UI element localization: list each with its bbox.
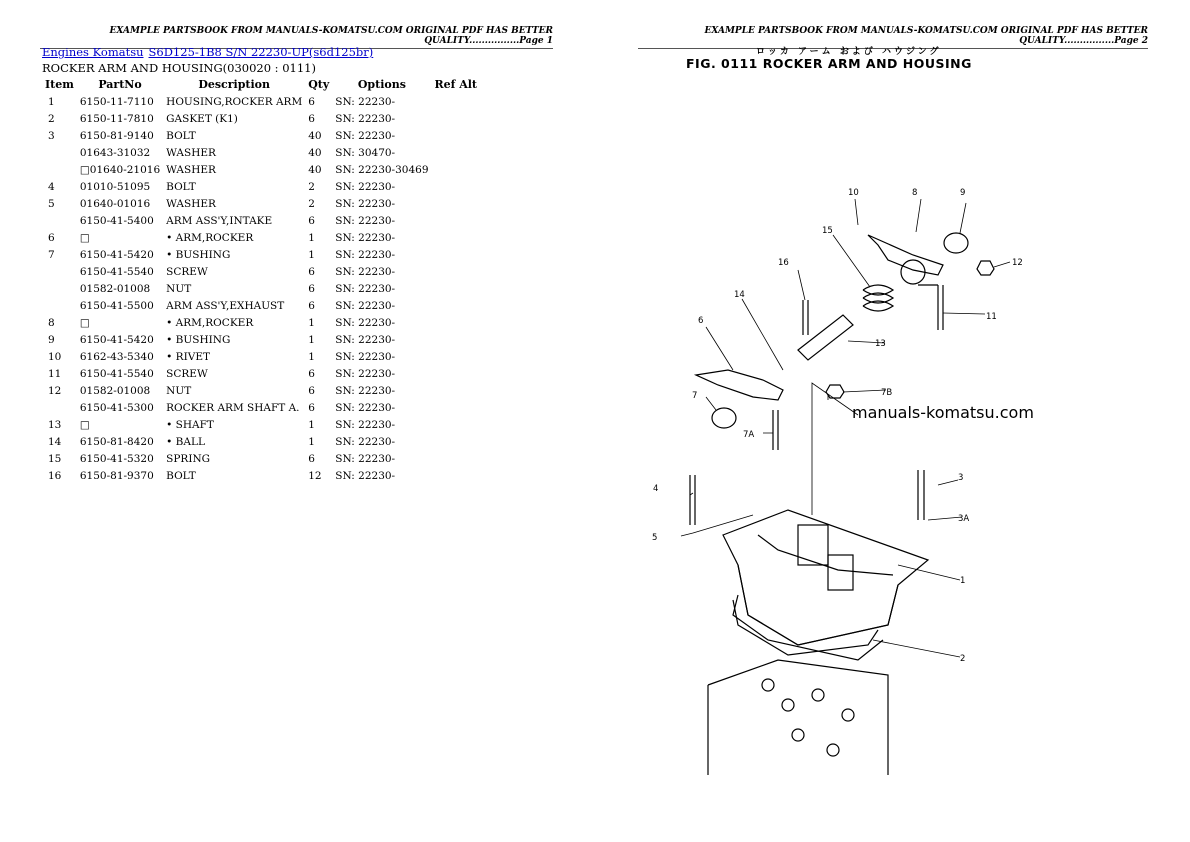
cell-qty: 6	[308, 367, 315, 380]
cell-qty: 6	[308, 112, 315, 125]
table-row	[42, 450, 480, 467]
callout-2: 2	[960, 654, 966, 664]
cell-qty: 1	[308, 418, 315, 431]
column-header-item: Item	[45, 78, 74, 91]
cell-ref-alt	[432, 280, 481, 297]
table-row	[42, 433, 480, 450]
table-row	[42, 212, 480, 229]
cell-description: ARM ASS'Y,INTAKE	[166, 214, 273, 227]
cell-qty: 12	[308, 469, 322, 482]
cell-options: SN: 30470-	[335, 146, 396, 159]
cell-partno: 6150-41-5420	[79, 333, 154, 346]
cell-options: SN: 22230-	[335, 350, 396, 363]
cell-options: SN: 22230-	[335, 112, 396, 125]
cell-item	[42, 280, 77, 297]
page1-header: EXAMPLE PARTSBOOK FROM MANUALS-KOMATSU.COM ORIGINAL PDF HAS BETTER QUALITY................Page 1	[40, 26, 553, 49]
exploded-parts-diagram	[638, 175, 1058, 775]
cell-ref-alt	[432, 433, 481, 450]
table-row	[42, 144, 480, 161]
column-header-qty: Qty	[308, 78, 330, 91]
cell-options: SN: 22230-	[335, 282, 396, 295]
callout-7b: 7B	[881, 388, 893, 398]
breadcrumb-link-engines[interactable]: Engines Komatsu	[42, 45, 144, 59]
cell-partno: 6150-41-5300	[79, 401, 154, 414]
cell-ref-alt	[432, 229, 481, 246]
table-row	[42, 331, 480, 348]
cell-options: SN: 22230-	[335, 452, 396, 465]
cell-partno: 6150-41-5400	[79, 214, 154, 227]
column-header-ref-alt: Ref Alt	[434, 78, 477, 91]
cell-options: SN: 22230-	[335, 435, 396, 448]
cell-item: 15	[48, 452, 62, 465]
cell-options: SN: 22230-30469	[335, 163, 429, 176]
cell-ref-alt	[432, 331, 481, 348]
cell-qty: 6	[308, 452, 315, 465]
cell-ref-alt	[432, 246, 481, 263]
cell-qty: 1	[308, 231, 315, 244]
cell-description: SCREW	[166, 265, 208, 278]
cell-qty: 2	[308, 197, 315, 210]
callout-14: 14	[734, 290, 745, 300]
cell-partno: 01582-01008	[79, 282, 151, 295]
callout-8: 8	[912, 188, 918, 198]
callout-10: 10	[848, 188, 859, 198]
cell-qty: 1	[308, 350, 315, 363]
cell-options: SN: 22230-	[335, 95, 396, 108]
cell-ref-alt	[432, 348, 481, 365]
cell-description: • ARM,ROCKER	[166, 231, 254, 244]
cell-item: 16	[48, 469, 62, 482]
cell-qty: 6	[308, 384, 315, 397]
cell-partno: 6150-81-8420	[79, 435, 154, 448]
cell-item: 14	[48, 435, 62, 448]
cell-options: SN: 22230-	[335, 333, 396, 346]
cell-description: • BUSHING	[166, 248, 231, 261]
cell-item: 11	[48, 367, 62, 380]
cell-partno: 01643-31032	[79, 146, 151, 159]
callout-labels	[652, 188, 1023, 664]
table-row	[42, 382, 480, 399]
column-header-options: Options	[357, 78, 406, 91]
cell-options: SN: 22230-	[335, 214, 396, 227]
cell-ref-alt	[432, 297, 481, 314]
cell-qty: 40	[308, 129, 322, 142]
breadcrumb-link-model[interactable]: S6D125-1B8 S/N 22230-UP(s6d125br)	[148, 45, 374, 59]
cell-description: BOLT	[166, 129, 196, 142]
cell-description: NUT	[166, 282, 192, 295]
cell-description: SCREW	[166, 367, 208, 380]
cell-qty: 6	[308, 95, 315, 108]
cell-description: BOLT	[166, 180, 196, 193]
cell-options: SN: 22230-	[335, 197, 396, 210]
cell-item	[42, 161, 77, 178]
diagram-drawing	[681, 199, 1010, 775]
table-row	[42, 280, 480, 297]
cell-options: SN: 22230-	[335, 401, 396, 414]
cell-description: ARM ASS'Y,EXHAUST	[166, 299, 285, 312]
cell-description: • ARM,ROCKER	[166, 316, 254, 329]
cell-item: 6	[48, 231, 55, 244]
cell-item: 3	[48, 129, 55, 142]
cell-partno: 6150-41-5320	[79, 452, 154, 465]
callout-7a: 7A	[743, 430, 755, 440]
cell-partno: 6150-81-9140	[79, 129, 154, 142]
cell-ref-alt	[432, 382, 481, 399]
cell-description: NUT	[166, 384, 192, 397]
cell-item	[42, 263, 77, 280]
cell-options: SN: 22230-	[335, 316, 396, 329]
table-row	[42, 416, 480, 433]
cell-item: 10	[48, 350, 62, 363]
table-row	[42, 161, 480, 178]
page-subtitle: ROCKER ARM AND HOUSING(030020 : 0111)	[42, 61, 316, 75]
cell-partno: 6150-41-5540	[79, 367, 154, 380]
figure-title: FIG. 0111 ROCKER ARM AND HOUSING	[686, 56, 972, 71]
cell-description: • BUSHING	[166, 333, 231, 346]
table-row	[42, 178, 480, 195]
cell-qty: 1	[308, 435, 315, 448]
callout-3: 3	[958, 473, 964, 483]
cell-partno: 01010-51095	[79, 180, 151, 193]
table-row	[42, 399, 480, 416]
cell-partno: 6150-41-5500	[79, 299, 154, 312]
callout-11: 11	[986, 312, 997, 322]
cell-partno: 6150-81-9370	[79, 469, 154, 482]
callout-9: 9	[960, 188, 966, 198]
cell-item: 5	[48, 197, 55, 210]
callout-5: 5	[652, 533, 658, 543]
cell-item	[42, 297, 77, 314]
figure-title-japanese: ロッカ アーム および ハウジング	[756, 47, 942, 57]
cell-item	[42, 399, 77, 416]
parts-table	[42, 76, 480, 484]
table-row	[42, 348, 480, 365]
table-row	[42, 93, 480, 110]
table-row	[42, 297, 480, 314]
cell-partno: 6150-11-7810	[79, 112, 154, 125]
table-row	[42, 195, 480, 212]
cell-qty: 6	[308, 265, 315, 278]
cell-partno: 01582-01008	[79, 384, 151, 397]
table-row	[42, 365, 480, 382]
cell-description: WASHER	[166, 146, 216, 159]
cell-description: WASHER	[166, 197, 216, 210]
cell-item: 9	[48, 333, 55, 346]
cell-description: • RIVET	[166, 350, 210, 363]
cell-qty: 1	[308, 316, 315, 329]
callout-13: 13	[875, 339, 886, 349]
cell-item: 1	[48, 95, 55, 108]
cell-item: 8	[48, 316, 55, 329]
table-row	[42, 110, 480, 127]
cell-qty: 1	[308, 333, 315, 346]
cell-partno: 6150-41-5540	[79, 265, 154, 278]
table-row	[42, 314, 480, 331]
cell-description: HOUSING,ROCKER ARM	[166, 95, 303, 108]
cell-options: SN: 22230-	[335, 384, 396, 397]
callout-15: 15	[822, 226, 833, 236]
cell-item	[42, 144, 77, 161]
cell-qty: 2	[308, 180, 315, 193]
cell-ref-alt	[432, 263, 481, 280]
cell-description: ROCKER ARM SHAFT A.	[166, 401, 300, 414]
cell-partno: □	[79, 231, 90, 244]
cell-qty: 40	[308, 146, 322, 159]
cell-ref-alt	[432, 314, 481, 331]
cell-item	[42, 212, 77, 229]
cell-qty: 6	[308, 214, 315, 227]
callout-7: 7	[692, 391, 698, 401]
column-header-partno: PartNo	[98, 78, 142, 91]
cell-ref-alt	[432, 195, 481, 212]
cell-description: SPRING	[166, 452, 211, 465]
cell-ref-alt	[432, 93, 481, 110]
cell-item: 13	[48, 418, 62, 431]
callout-3a: 3A	[958, 514, 970, 524]
callout-4: 4	[653, 484, 659, 494]
cell-options: SN: 22230-	[335, 248, 396, 261]
cell-description: WASHER	[166, 163, 216, 176]
cell-qty: 1	[308, 248, 315, 261]
cell-options: SN: 22230-	[335, 299, 396, 312]
cell-ref-alt	[432, 144, 481, 161]
cell-ref-alt	[432, 127, 481, 144]
cell-qty: 6	[308, 401, 315, 414]
cell-item: 7	[48, 248, 55, 261]
cell-ref-alt	[432, 178, 481, 195]
cell-qty: 40	[308, 163, 322, 176]
table-row	[42, 263, 480, 280]
cell-ref-alt	[432, 399, 481, 416]
cell-options: SN: 22230-	[335, 418, 396, 431]
cell-options: SN: 22230-	[335, 469, 396, 482]
cell-partno: □	[79, 316, 90, 329]
table-row	[42, 229, 480, 246]
cell-options: SN: 22230-	[335, 180, 396, 193]
cell-ref-alt	[432, 450, 481, 467]
table-row	[42, 467, 480, 484]
cell-ref-alt	[432, 161, 481, 178]
cell-ref-alt	[432, 212, 481, 229]
cell-qty: 6	[308, 282, 315, 295]
cell-options: SN: 22230-	[335, 367, 396, 380]
cell-item: 12	[48, 384, 62, 397]
cell-ref-alt	[432, 416, 481, 433]
callout-6: 6	[698, 316, 704, 326]
cell-item: 4	[48, 180, 55, 193]
cell-options: SN: 22230-	[335, 129, 396, 142]
cell-options: SN: 22230-	[335, 265, 396, 278]
page2-header: EXAMPLE PARTSBOOK FROM MANUALS-KOMATSU.COM ORIGINAL PDF HAS BETTER QUALITY................Page 2	[638, 26, 1148, 49]
cell-qty: 6	[308, 299, 315, 312]
breadcrumb	[42, 45, 378, 59]
callout-12: 12	[1012, 258, 1023, 268]
callout-1: 1	[960, 576, 966, 586]
cell-partno: □	[79, 418, 90, 431]
cell-partno: 6162-43-5340	[79, 350, 154, 363]
cell-ref-alt	[432, 365, 481, 382]
cell-description: GASKET (K1)	[166, 112, 238, 125]
cell-ref-alt	[432, 110, 481, 127]
cell-ref-alt	[432, 467, 481, 484]
cell-partno: 6150-11-7110	[79, 95, 154, 108]
cell-description: • BALL	[166, 435, 205, 448]
cell-description: BOLT	[166, 469, 196, 482]
cell-partno: □01640-21016	[79, 163, 161, 176]
cell-partno: 6150-41-5420	[79, 248, 154, 261]
watermark: manuals-komatsu.com	[852, 403, 1034, 422]
cell-options: SN: 22230-	[335, 231, 396, 244]
table-row	[42, 127, 480, 144]
cell-partno: 01640-01016	[79, 197, 151, 210]
callout-16: 16	[778, 258, 789, 268]
table-row	[42, 246, 480, 263]
cell-description: • SHAFT	[166, 418, 214, 431]
cell-item: 2	[48, 112, 55, 125]
column-header-description: Description	[198, 78, 271, 91]
